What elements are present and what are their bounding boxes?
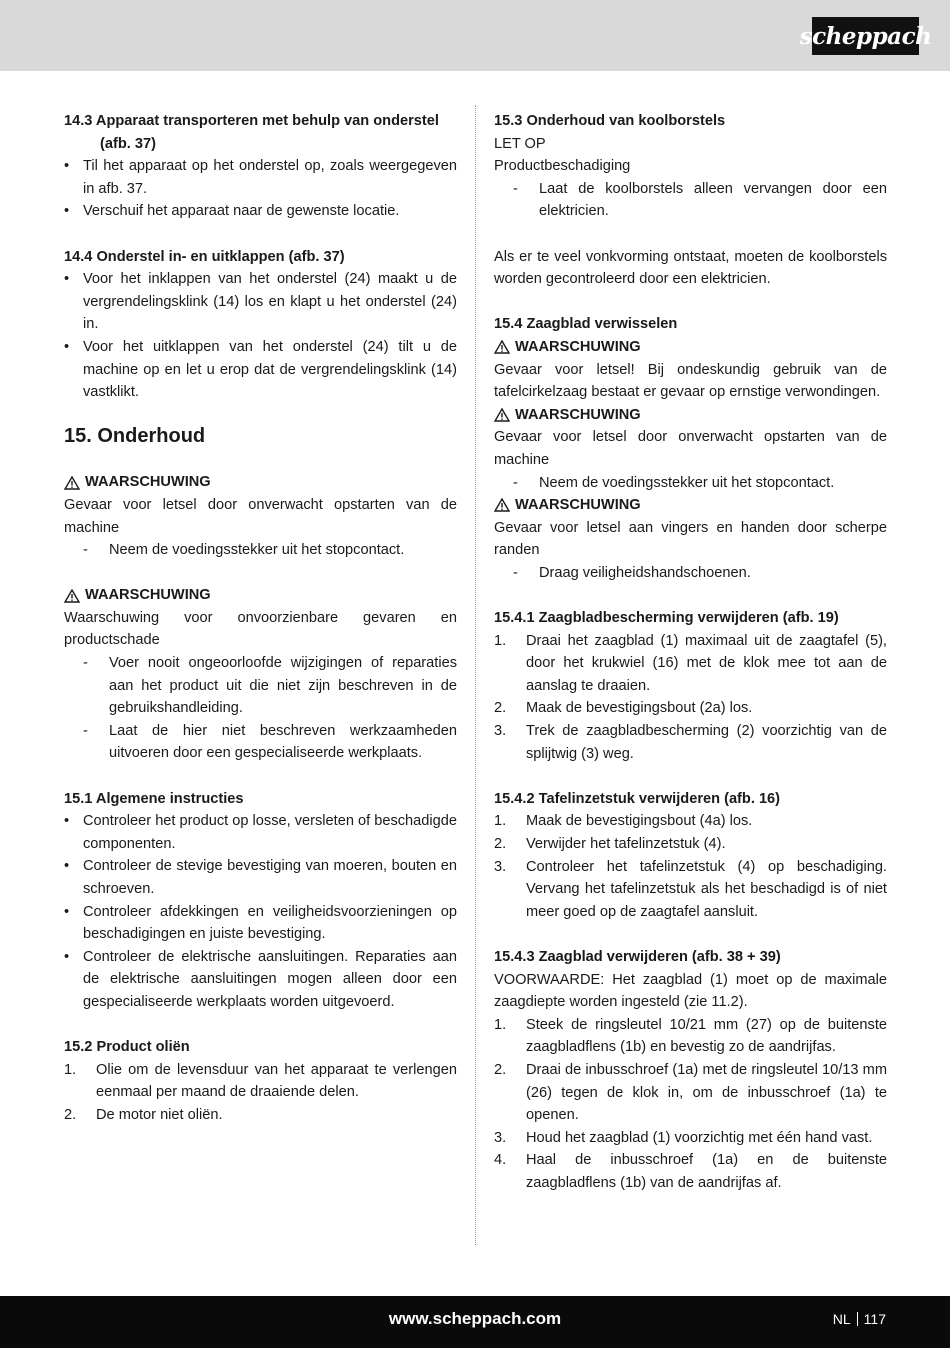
list-item: • Controleer het product op losse, versleten of beschadigde componenten.	[64, 813, 457, 852]
page-number-value: 117	[863, 1311, 886, 1327]
list-item: - Draag veiligheidshandschoenen.	[513, 564, 751, 581]
section-15-4-2-title: 15.4.2 Tafelinzetstuk verwijderen (afb. 16)	[494, 790, 781, 807]
notice-label: LET OP	[494, 135, 546, 152]
list-item: 3. Houd het zaagblad (1) voorzichtig met één hand vast.	[494, 1129, 873, 1146]
section-15-4-3-title: 15.4.3 Zaagblad verwijderen (afb. 38 + 39)	[494, 948, 781, 965]
warning-heading: WAARSCHUWING	[64, 471, 457, 494]
paragraph: Als er te veel vonkvorming ontstaat, moeten de koolborstels worden gecontroleerd door een elektricien.	[494, 248, 887, 288]
left-column	[64, 110, 457, 1127]
list-item: • Verschuif het apparaat naar de gewenste locatie.	[64, 203, 400, 220]
footer-bar	[0, 1296, 950, 1348]
column-divider	[475, 105, 476, 1245]
list-item: - Neem de voedingsstekker uit het stopcontact.	[83, 542, 405, 559]
list-item: 1. Draai het zaagblad (1) maximaal uit de zaagtafel (5), door het krukwiel (16) met de klok mee tot aan de aanslag te draaien.	[494, 632, 887, 694]
list-item: 1. Olie om de levensduur van het apparaat te verlengen eenmaal per maand de draaiende delen.	[64, 1061, 457, 1101]
section-14-3-title: 14.3 Apparaat transporteren met behulp van onderstel (afb. 37)	[64, 113, 439, 152]
warning-text: Gevaar voor letsel door onverwacht opstarten van de machine	[494, 429, 887, 468]
list-item: - Voer nooit ongeoorloofde wijzigingen of reparaties aan het product uit die niet zijn beschreven in de gebruikshandleiding.	[83, 655, 457, 717]
list-item: • Controleer afdekkingen en veiligheidsvoorzieningen op beschadigingen en juiste bevestiging.	[64, 903, 457, 943]
warning-heading: WAARSCHUWING	[494, 404, 887, 427]
language-code: NL	[832, 1311, 851, 1327]
list-item: - Neem de voedingsstekker uit het stopcontact.	[513, 474, 835, 491]
warning-text: Gevaar voor letsel! Bij ondeskundig gebruik van de tafelcirkelzaag bestaat er gevaar op ernstige verwondingen.	[494, 361, 887, 401]
list-item: • Voor het uitklappen van het onderstel (24) tilt u de machine op en let u erop dat de vergrendelingsklink (14) vastklikt.	[64, 338, 457, 401]
list-item: 4. Haal de inbusschroef (1a) en de buitenste zaagbladflens (1b) van de aandrijfas af.	[494, 1152, 887, 1191]
scheppach-logo: scheppach	[812, 17, 919, 55]
warning-triangle-icon	[64, 476, 80, 490]
chapter-15-title: 15. Onderhoud	[64, 424, 206, 447]
footer-website-link[interactable]: www.scheppach.com	[388, 1309, 562, 1328]
list-item: • Voor het inklappen van het onderstel (24) maakt u de vergrendelingsklink (14) los en klapt u het onderstel (24) in.	[64, 271, 457, 333]
list-item: • Til het apparaat op het onderstel op, zoals weergegeven in afb. 37.	[64, 158, 457, 197]
list-item: 1. Steek de ringsleutel 10/21 mm (27) op de buitenste zaagbladflens (1b) en bevestig zo de aandrijfas.	[494, 1016, 887, 1056]
list-item: - Laat de koolborstels alleen vervangen door een elektricien.	[513, 180, 887, 220]
warning-triangle-icon	[494, 340, 510, 354]
list-item: 3. Trek de zaagbladbescherming (2) voorzichtig van de splijtwig (3) weg.	[494, 723, 887, 762]
paragraph: VOORWAARDE: Het zaagblad (1) moet op de maximale zaagdiepte worden ingesteld (zie 11.2).	[494, 971, 887, 1011]
warning-triangle-icon	[494, 498, 510, 512]
header-bar	[0, 0, 950, 71]
list-item: 2. De motor niet oliën.	[64, 1106, 223, 1123]
section-15-4-title: 15.4 Zaagblad verwisselen	[494, 316, 678, 333]
warning-text: Gevaar voor letsel aan vingers en handen door scherpe randen	[494, 519, 887, 559]
section-14-4-title: 14.4 Onderstel in- en uitklappen (afb. 37)	[64, 248, 345, 265]
section-15-1-title: 15.1 Algemene instructies	[64, 790, 244, 807]
list-item: - Laat de hier niet beschreven werkzaamheden uitvoeren door een gespecialiseerde werkplaats.	[83, 722, 457, 762]
section-15-3-title: 15.3 Onderhoud van koolborstels	[494, 113, 726, 129]
notice-text: Productbeschadiging	[494, 158, 631, 175]
warning-heading: WAARSCHUWING	[494, 494, 887, 517]
list-item: 2. Verwijder het tafelinzetstuk (4).	[494, 836, 726, 852]
right-column	[494, 110, 887, 1195]
section-15-4-1-title: 15.4.1 Zaagbladbescherming verwijderen (afb. 19)	[494, 610, 839, 627]
list-item: 1. Maak de bevestigingsbout (4a) los.	[494, 813, 753, 830]
warning-triangle-icon	[494, 408, 510, 422]
section-15-2-title: 15.2 Product oliën	[64, 1039, 190, 1056]
warning-triangle-icon	[64, 589, 80, 603]
list-item: 3. Controleer het tafelinzetstuk (4) op beschadiging. Vervang het tafelinzetstuk als het beschadigd is of niet meer goed op de zaagtafel aansluit.	[494, 858, 887, 920]
warning-heading: WAARSCHUWING	[64, 584, 457, 607]
warning-text: Gevaar voor letsel door onverwacht opstarten van de machine	[64, 496, 457, 536]
list-item: • Controleer de stevige bevestiging van moeren, bouten en schroeven.	[64, 858, 457, 897]
list-item: • Controleer de elektrische aansluitingen. Reparaties aan de elektrische aansluitingen mogen alleen door een gespecialiseerde werkplaats worden uitgevoerd.	[64, 948, 457, 1010]
list-item: 2. Draai de inbusschroef (1a) met de ringsleutel 10/13 mm (26) tegen de klok in, om de inbusschroef (1a) te openen.	[494, 1061, 887, 1124]
warning-heading: WAARSCHUWING	[494, 336, 887, 359]
warning-text: Waarschuwing voor onvoorzienbare gevaren en productschade	[64, 609, 457, 649]
list-item: 2. Maak de bevestigingsbout (2a) los.	[494, 700, 753, 717]
page-number	[833, 1311, 886, 1327]
